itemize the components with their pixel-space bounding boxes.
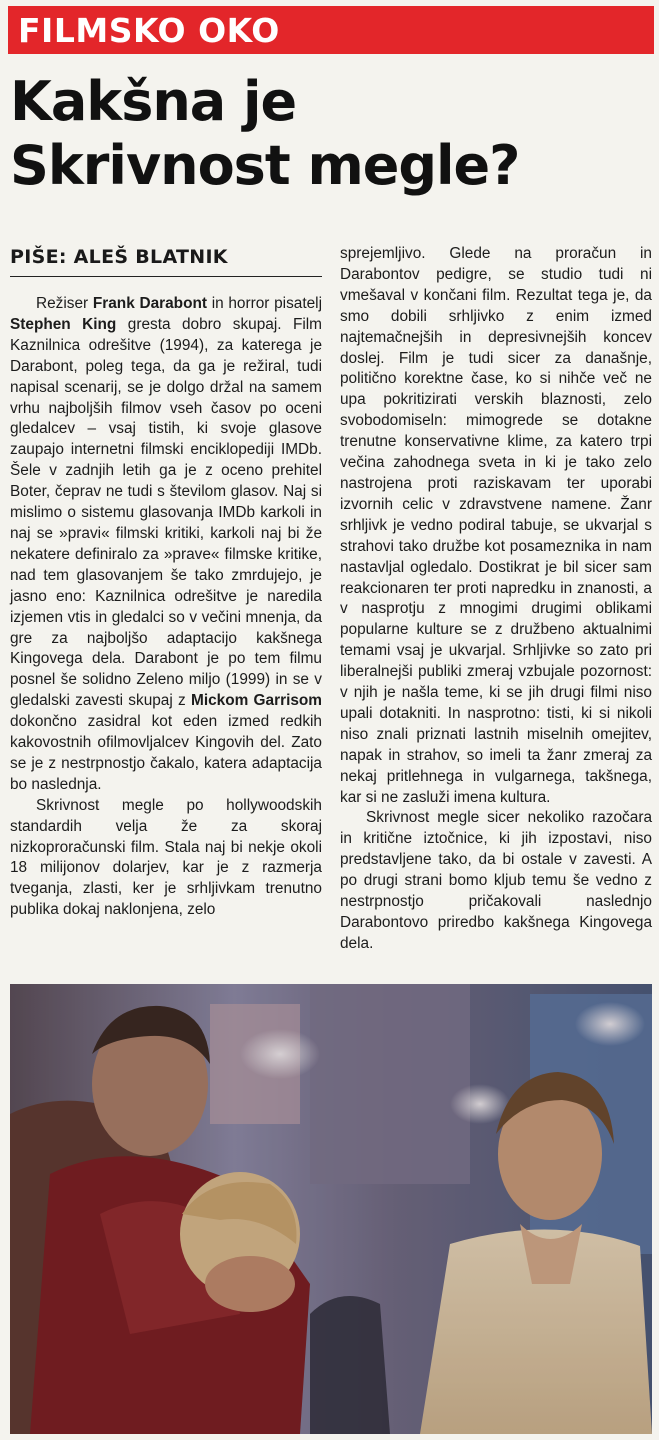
name-mick-garris: Mickom Garrisom bbox=[191, 692, 322, 710]
film-still-photo bbox=[10, 984, 652, 1434]
text-run: in horror pisatelj bbox=[207, 295, 322, 312]
headline-line-2: Skrivnost megle? bbox=[10, 134, 520, 197]
text-run: Režiser bbox=[36, 295, 93, 312]
text-run: dokončno zasidral kot eden izmed redkih kakovostnih ofilmovljalcev Kingovih del. Zato se je z nestrpnostjo čakalo, katera adaptacija bo naslednja. bbox=[10, 713, 322, 793]
name-stephen-king: Stephen King bbox=[10, 315, 117, 333]
article-headline bbox=[10, 70, 650, 198]
text-run: gresta dobro skupaj. Film Kaznilnica odrešitve (1994), za katerega je Darabont, poleg tega, da ga je režiral, tudi napisal scenarij, se je dolgo držal na samem vrhu najboljših filmov vseh časov po oceni gledalcev – vsaj tistih, ki svoje glasove zaupajo internetni filmski enciklopediji IMDb. Šele v zadnjih letih ga je z oceno prehitel Boter, čeprav ne tudi s številom glasov. Naj si mislimo o sistemu glasovanja IMDb karkoli in naj se »pravi« filmski kritiki, karkoli naj bi že nekatere definiralo za »prave« filmske kritike, nad tem glasovanjem še tako zmrdujejo, je jasno eno: Kaznilnica odrešitve je naredila izjemen vtis in gledalci so v večini mnenja, da gre za najboljšo adaptacijo kakšnega Kingovega dela. Darabont je po tem filmu posnel še solidno Zeleno miljo (1999) in se v gledalski zavesti skupaj z bbox=[10, 315, 322, 710]
section-label: FILMSKO OKO bbox=[18, 10, 280, 50]
article-column-right bbox=[340, 244, 652, 955]
article-paragraph-2-continued: sprejemljivo. Glede na proračun in Darabontov pedigre, se studio tudi ni vmešaval v končani film. Rezultat tega je, da smo dobili srhljivko z enim izmed najtemačnejših in depresivnejših koncev doslej. Film je tudi sicer za današnje, politično korektne čase, ko si nihče več ne upa pokritizirati verskih blaznosti, zelo svobodomiseln: mimogrede se dotakne trenutne konservativne klime, za katero trpi večina zahodnega sveta in ki je tako zelo nastrojena proti raziskavam ter uporabi izvornih celic v zdravstvene namene. Žanr srhljivk je vedno podiral tabuje, se ukvarjal s strahovi tako družbe kot posameznika in nam nastavljal ogledalo. Dostikrat je bil sicer sam reakcionaren ter proti napredku in znanosti, a v nasprotju z mnogimi drugimi oblikami popularne kulture se z družbeno aktualnimi temami vsaj je ukvarjal. Srhljivke so zato pri liberalnejši publiki zmeraj vzbujale pozornost: v njih je našla teme, ki se jih drugi filmi niso upali dotakniti. In nasprotno: tisti, ki si nikoli niso znali priznati lastnih miselnih omejitev, napak in strahov, so imeli ta žanr zmeraj za nekaj pritlehnega in vulgarnega, takšnega, kar si ne zasluži imena kultura. bbox=[340, 245, 652, 806]
article-column-left bbox=[10, 294, 322, 921]
byline: PIŠE: ALEŠ BLATNIK bbox=[10, 246, 322, 277]
section-banner bbox=[8, 6, 654, 54]
name-frank-darabont: Frank Darabont bbox=[92, 295, 208, 312]
headline-line-1: Kakšna je bbox=[10, 70, 297, 133]
article-paragraph-3: Skrivnost megle sicer nekoliko razočara in kritične iztočnice, ki jih izpostavi, niso predstavljene tako, da bi ostale v zavesti. A po drugi strani bomo kljub temu še vedno z nestrpnostjo pričakovali naslednjo Darabontovo priredbo kakšnega Kingovega dela. bbox=[340, 809, 652, 952]
article-paragraph-1 bbox=[10, 294, 322, 796]
article-paragraph-2-start: Skrivnost megle po hollywoodskih standardih velja že za skoraj nizkoproračunski film. Stala naj bi nekje okoli 18 milijonov dolarjev, kar je z razmerja tveganja, zlasti, ker je srhljivkam trenutno publika dokaj naklonjena, zelo bbox=[10, 796, 322, 919]
